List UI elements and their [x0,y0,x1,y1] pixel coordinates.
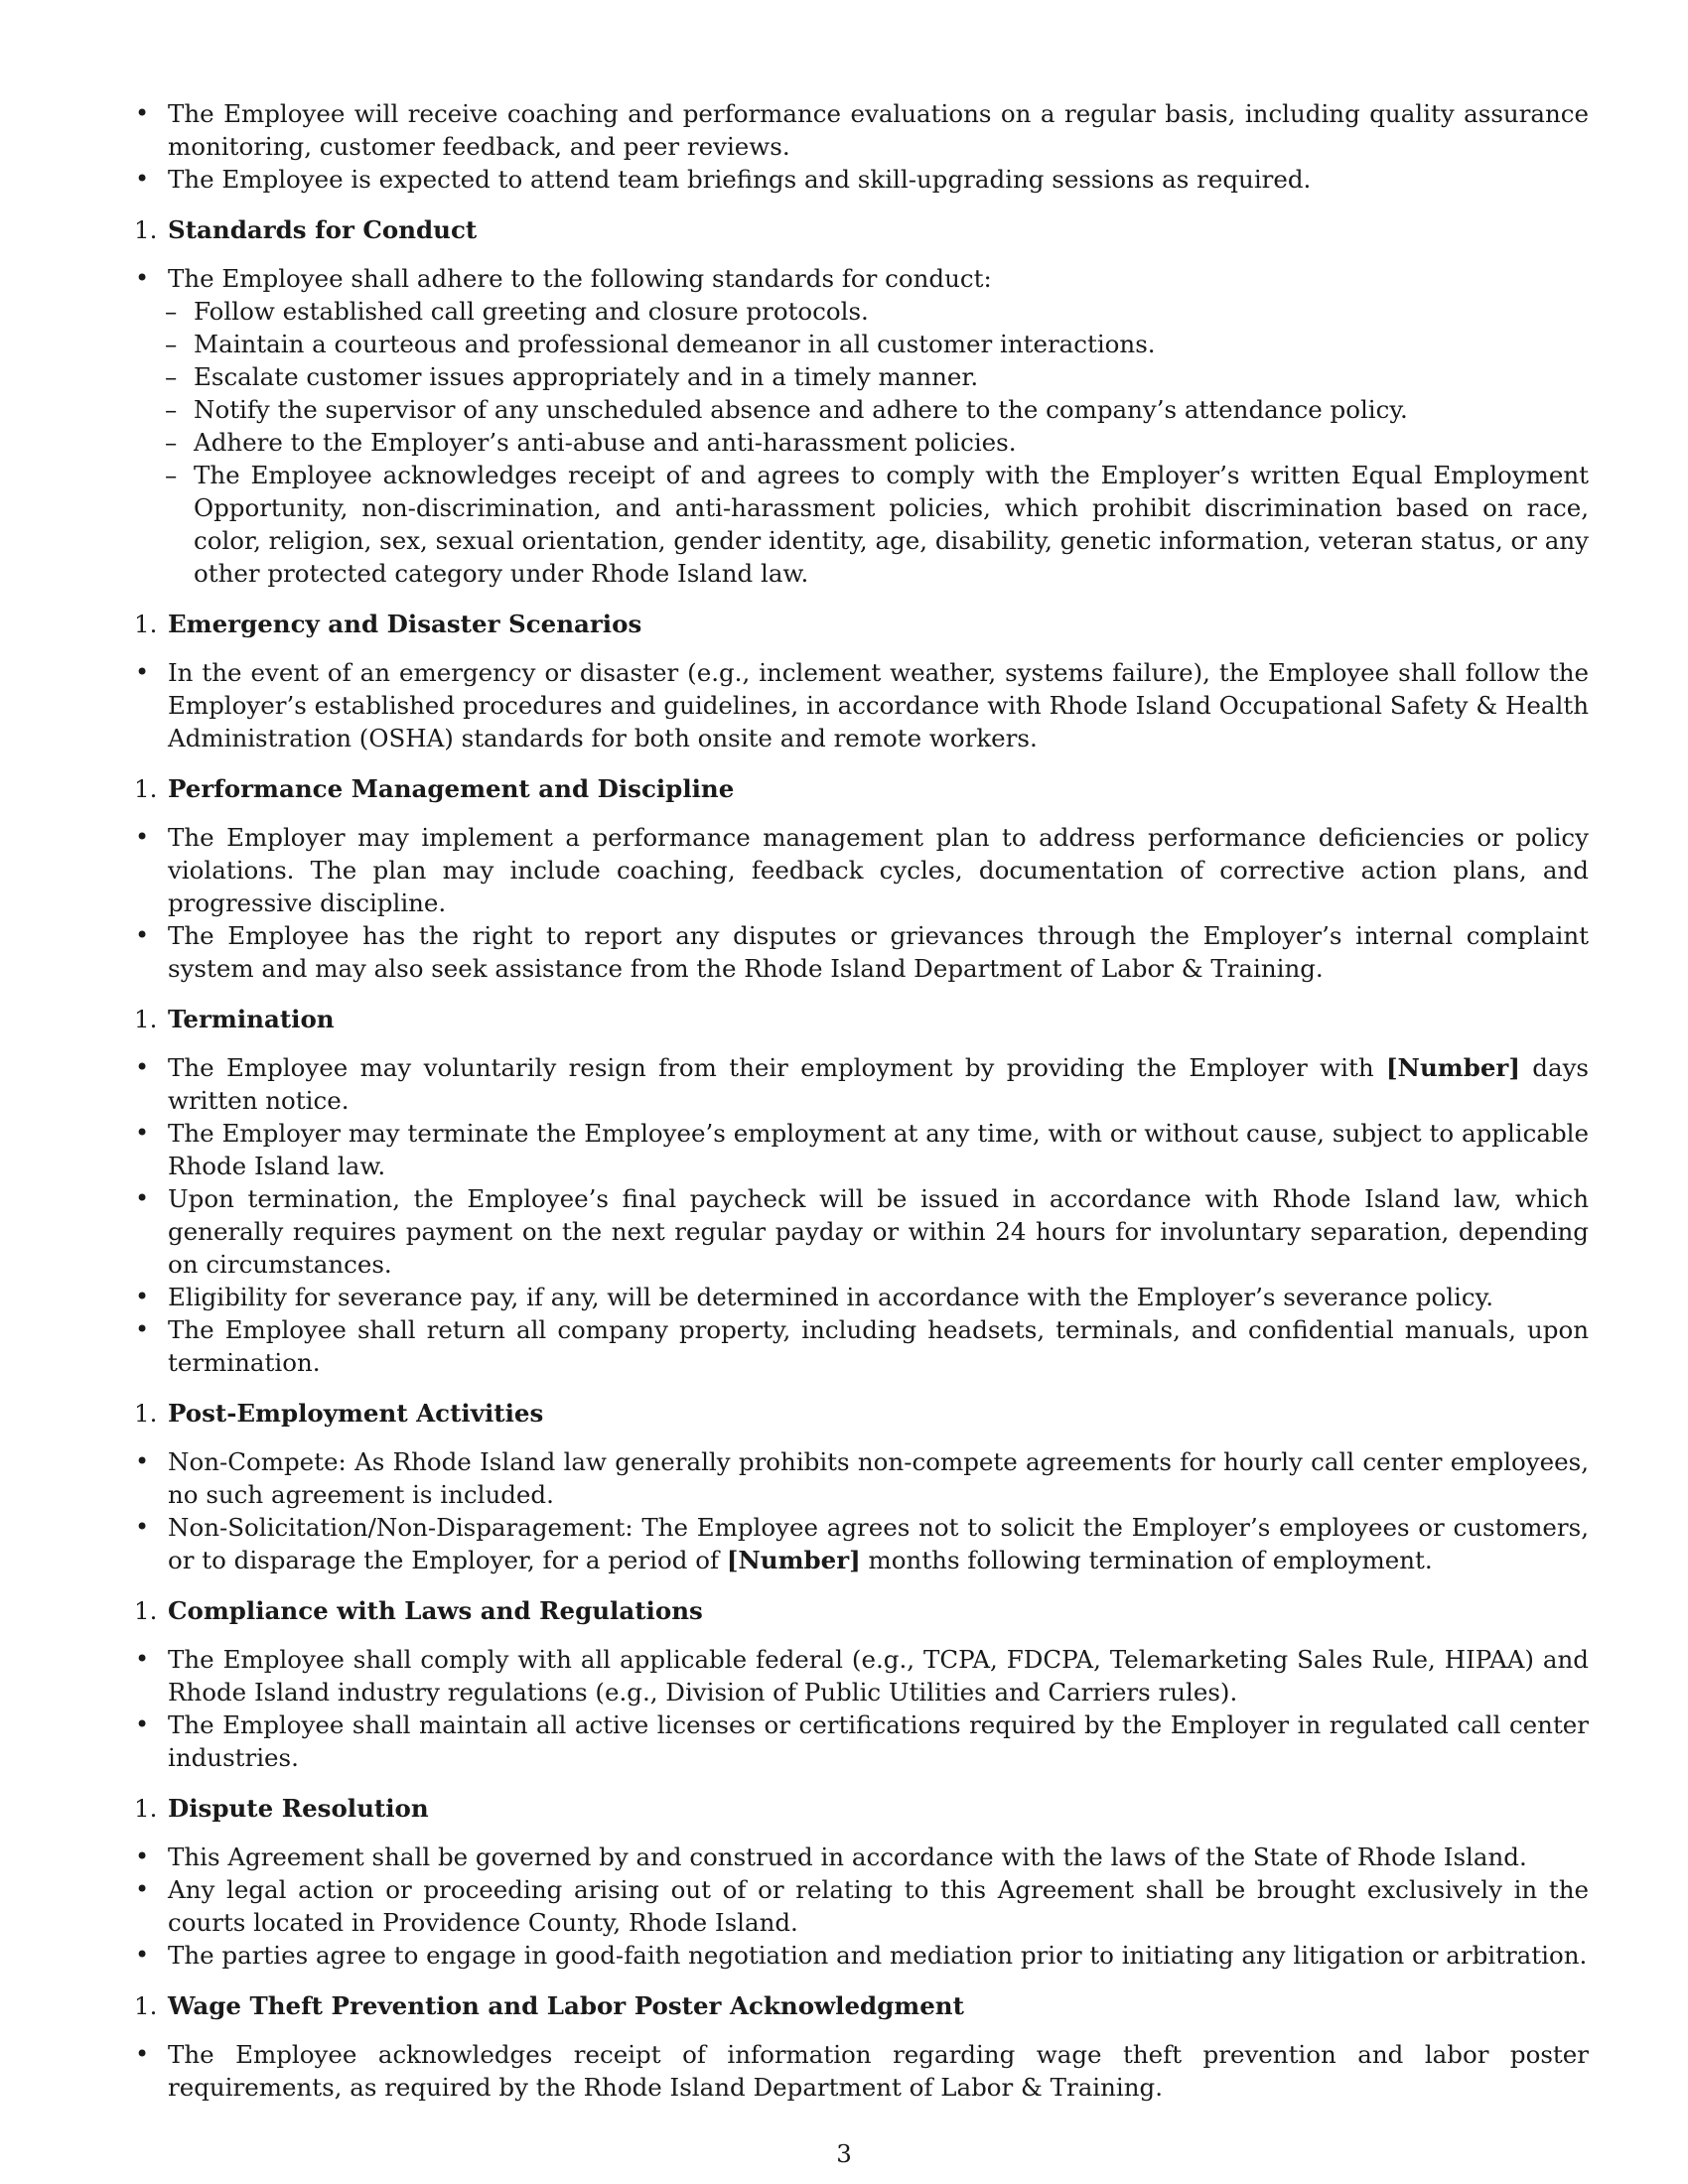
post-employment-bullet-list [134,1445,1589,1576]
performance-bullet-list [134,821,1589,985]
section-heading-post-employment [134,1397,1589,1430]
list-item: • Any legal action or proceeding arising out of or relating to this Agreement shall be brought exclusively in the courts located in Providence County, Rhode Island. [134,1873,1589,1939]
resign-text-before: The Employee may voluntarily resign from their employment by providing the Employer with [168,1053,1386,1082]
list-item: • This Agreement shall be governed by and construed in accordance with the laws of the State of Rhode Island. [134,1841,1589,1873]
termination-bullet-list [134,1051,1589,1379]
list-item: • Upon termination, the Employee’s final paycheck will be issued in accordance with Rhode Island law, which generally requires payment on the next regular payday or within 24 hours for involuntary separation, depending on circumstances. [134,1182,1589,1281]
section-heading-termination [134,1003,1589,1035]
section-title: Wage Theft Prevention and Labor Poster Acknowledgment [168,1991,964,2020]
wage-theft-bullet-list [134,2038,1589,2104]
list-item [134,1511,1589,1576]
section-heading-performance [134,772,1589,805]
page-number: 3 [836,2139,852,2168]
section-number: 1. [134,215,158,244]
list-item: • The Employer may terminate the Employee’s employment at any time, with or without cause, subject to applicable Rhode Island law. [134,1117,1589,1182]
conduct-bullet-list [134,262,1589,590]
section-title: Emergency and Disaster Scenarios [168,610,642,638]
section-title: Compliance with Laws and Regulations [168,1596,703,1625]
resign-text-after: days written notice. [168,1053,1589,1115]
conduct-sub-list [134,295,1589,590]
compliance-bullet-list [134,1643,1589,1774]
list-item: • The Employee shall return all company property, including headsets, terminals, and confidential manuals, upon termination. [134,1313,1589,1379]
list-item: • The Employee has the right to report any disputes or grievances through the Employer’s internal complaint system and may also seek assistance from the Rhode Island Department of Labor & Training. [134,919,1589,985]
section-heading-emergency [134,608,1589,640]
section-title: Standards for Conduct [168,215,478,244]
nonsolicit-text-after: months following termination of employment. [860,1546,1433,1574]
dispute-bullet-list [134,1841,1589,1972]
section-title: Post-Employment Activities [168,1399,544,1428]
list-item: • Eligibility for severance pay, if any, will be determined in accordance with the Employer’s severance policy. [134,1281,1589,1313]
list-item: • Non-Compete: As Rhode Island law generally prohibits non-compete agreements for hourly call center employees, no such agreement is included. [134,1445,1589,1511]
section-number: 1. [134,610,158,638]
list-item: • The parties agree to engage in good-faith negotiation and mediation prior to initiating any litigation or arbitration. [134,1939,1589,1972]
nonsolicit-text-before: Non-Solicitation/Non-Disparagement: The Employee agrees not to solicit the Employer’s employees or customers, or to disparage the Employer, for a period of [168,1513,1589,1574]
section-number: 1. [134,774,158,803]
list-item: • The Employee is expected to attend team briefings and skill-upgrading sessions as required. [134,163,1589,196]
section-number: 1. [134,1005,158,1033]
sub-list-item: – Notify the supervisor of any unscheduled absence and adhere to the company’s attendance policy. [134,393,1589,426]
section-heading-dispute-resolution [134,1792,1589,1825]
list-item: • The Employee shall comply with all applicable federal (e.g., TCPA, FDCPA, Telemarketing Sales Rule, HIPAA) and Rhode Island industry regulations (e.g., Division of Public Utilities and Carriers rules). [134,1643,1589,1708]
section-title: Dispute Resolution [168,1794,429,1823]
section-number: 1. [134,1991,158,2020]
emergency-bullet-list [134,656,1589,754]
list-item [134,1051,1589,1117]
section-number: 1. [134,1596,158,1625]
section-number: 1. [134,1399,158,1428]
number-placeholder: [Number] [1385,1053,1520,1082]
page-content [134,97,1589,2104]
list-item: • The Employer may implement a performance management plan to address performance deficiencies or policy violations. The plan may include coaching, feedback cycles, documentation of corrective action plans, and progressive discipline. [134,821,1589,919]
sub-list-item: – Follow established call greeting and closure protocols. [134,295,1589,328]
section-heading-wage-theft [134,1989,1589,2022]
list-item [134,262,1589,590]
conduct-intro-text: The Employee shall adhere to the following standards for conduct: [168,264,992,293]
list-item: • In the event of an emergency or disaster (e.g., inclement weather, systems failure), the Employee shall follow the Employer’s established procedures and guidelines, in accordance with Rhode Island Occupational Safety & Health Administration (OSHA) standards for both onsite and remote workers. [134,656,1589,754]
section-title: Termination [168,1005,335,1033]
section-title: Performance Management and Discipline [168,774,735,803]
section-heading-standards-for-conduct [134,213,1589,246]
section-number: 1. [134,1794,158,1823]
list-item: • The Employee shall maintain all active licenses or certifications required by the Employer in regulated call center industries. [134,1708,1589,1774]
sub-list-item: – Escalate customer issues appropriately and in a timely manner. [134,360,1589,393]
sub-list-item: – Adhere to the Employer’s anti-abuse and anti-harassment policies. [134,426,1589,459]
section-heading-compliance [134,1594,1589,1627]
list-item: • The Employee acknowledges receipt of information regarding wage theft prevention and labor poster requirements, as required by the Rhode Island Department of Labor & Training. [134,2038,1589,2104]
list-item: • The Employee will receive coaching and performance evaluations on a regular basis, including quality assurance monitoring, customer feedback, and peer reviews. [134,97,1589,163]
sub-list-item: – Maintain a courteous and professional demeanor in all customer interactions. [134,328,1589,360]
number-placeholder: [Number] [726,1546,861,1574]
intro-bullet-list [134,97,1589,196]
sub-list-item: – The Employee acknowledges receipt of and agrees to comply with the Employer’s written Equal Employment Opportunity, non-discrimination, and anti-harassment policies, which prohibit discrimination based on race, color, religion, sex, sexual orientation, gender identity, age, disability, genetic information, veteran status, or any other protected category under Rhode Island law. [134,459,1589,590]
